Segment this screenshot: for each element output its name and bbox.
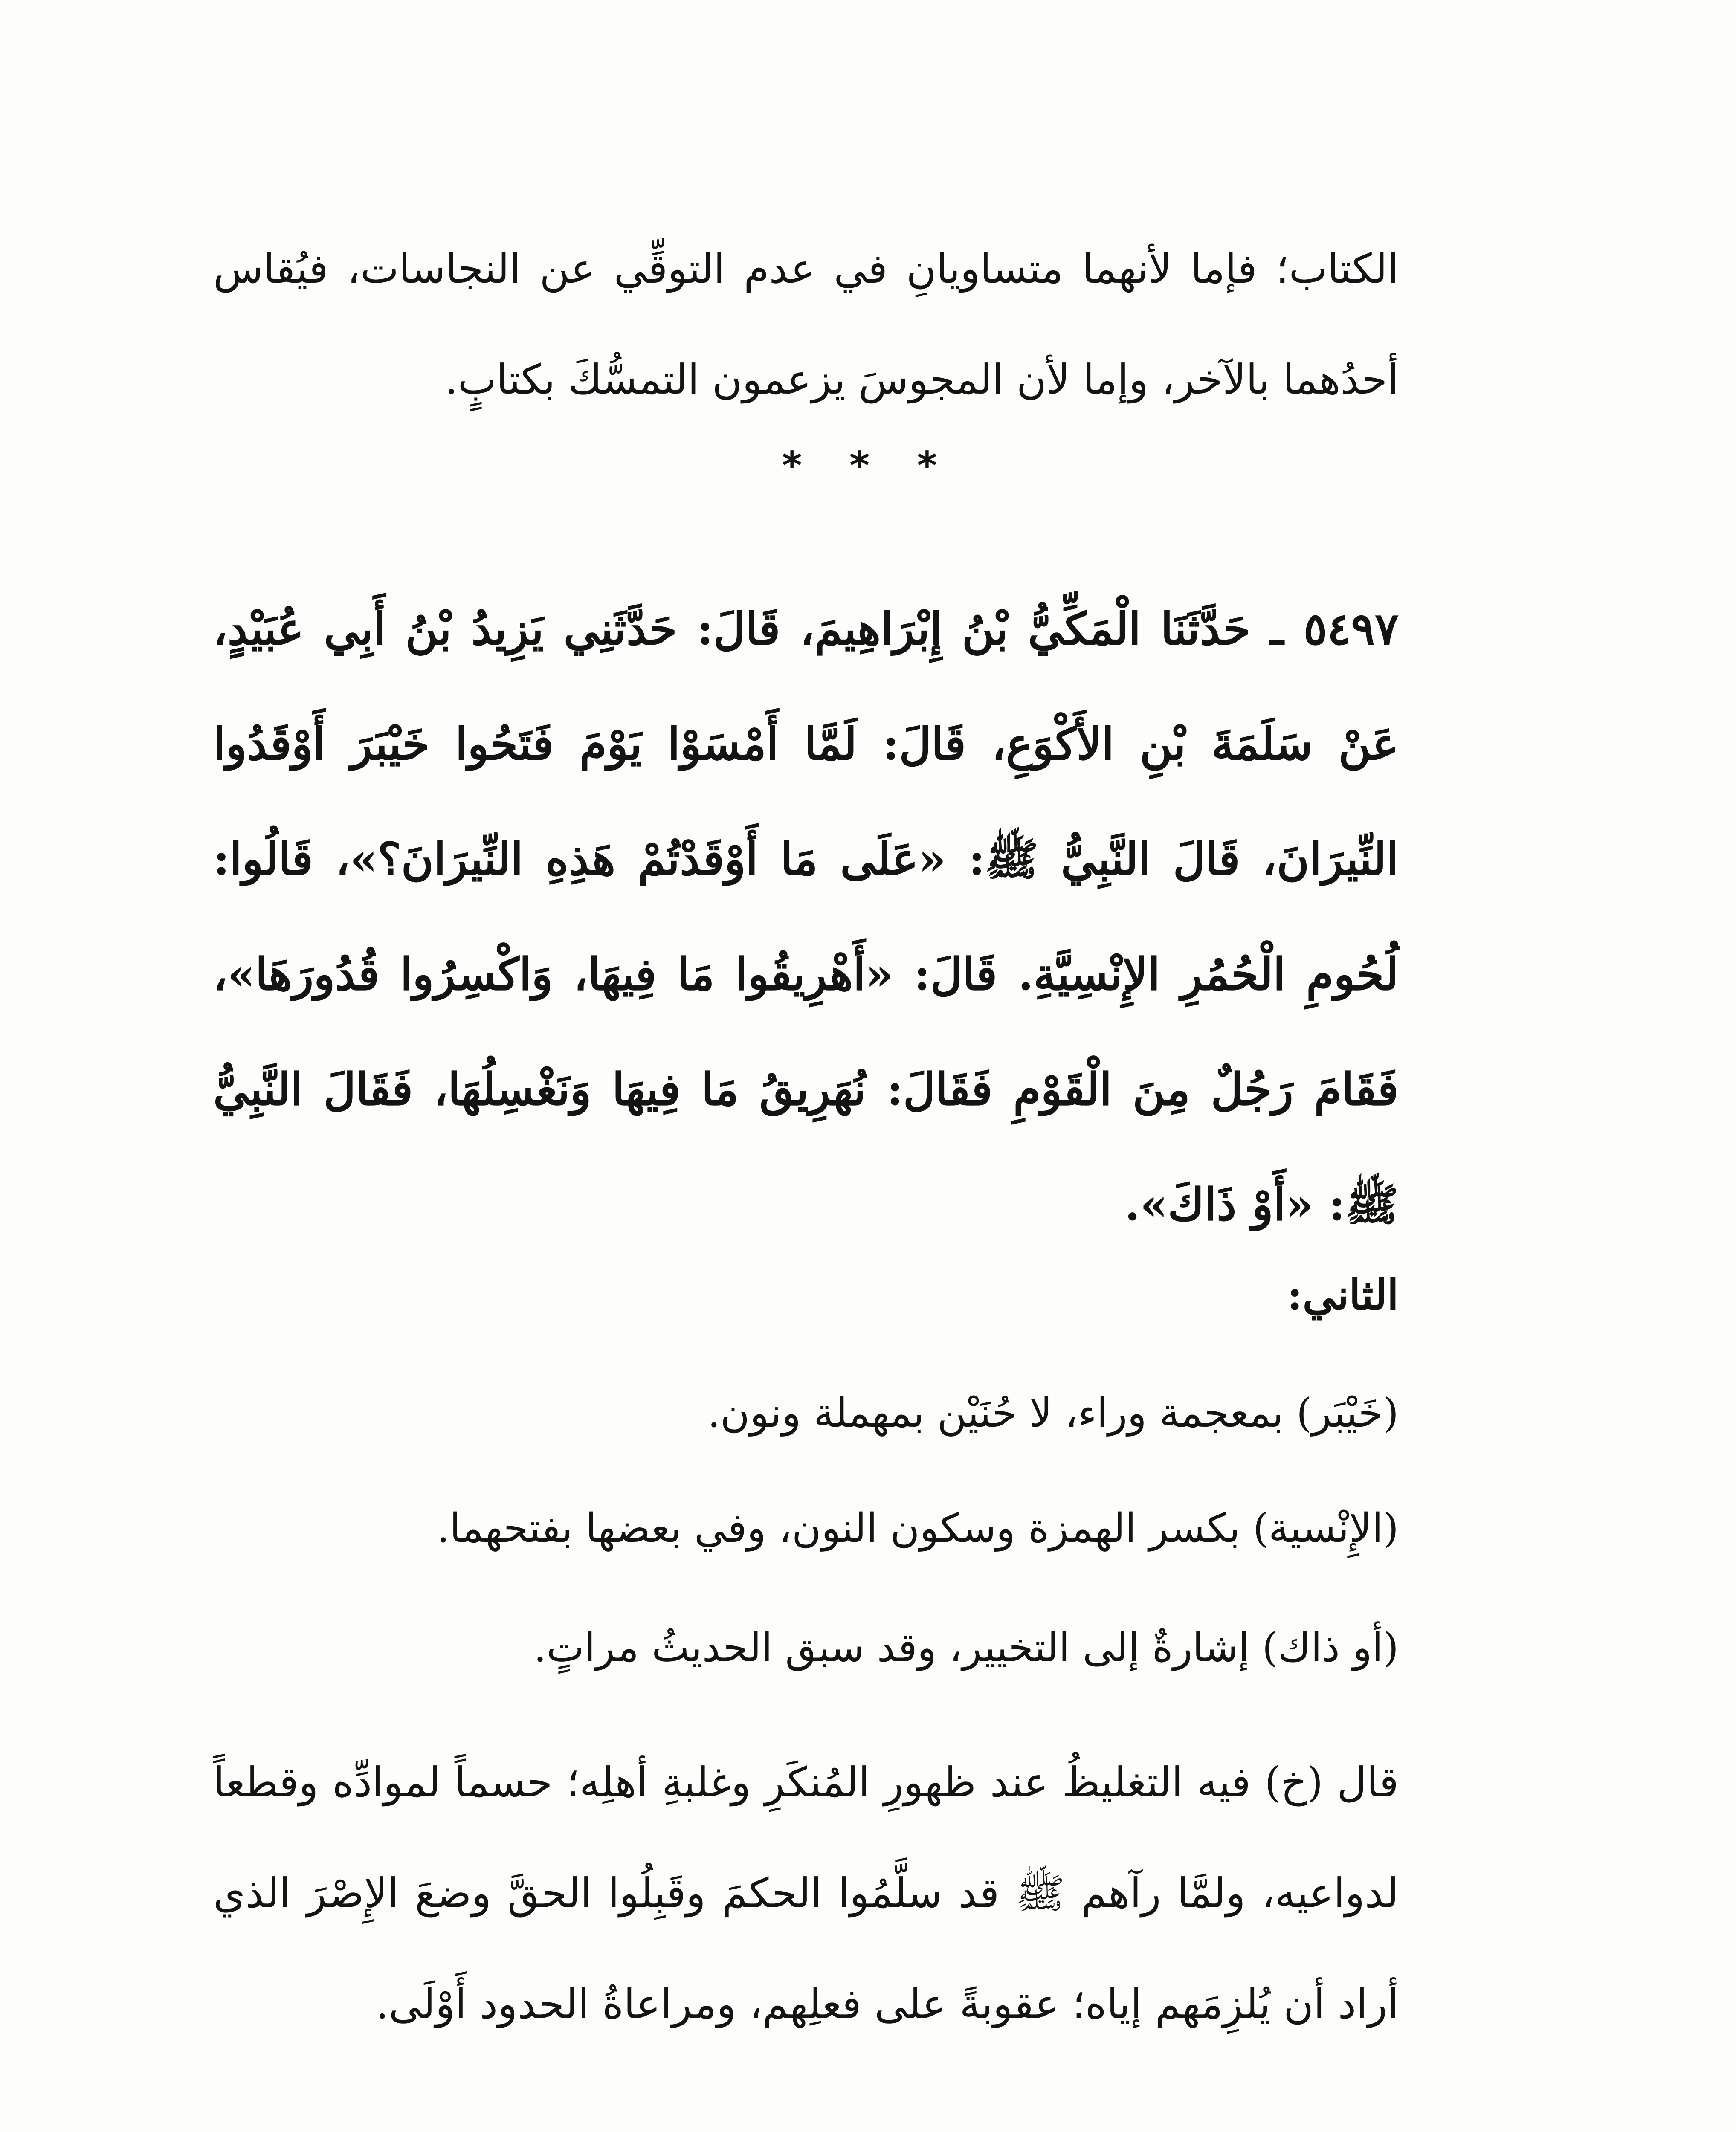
hadith-paragraph bbox=[213, 571, 1399, 1262]
hadith-text: ـ حَدَّثَنَا الْمَكِّيُّ بْنُ إِبْرَاهِيمَ، قَالَ: حَدَّثَنِي يَزِيدُ بْنُ أَبِي عُبَيْدٍ، عَنْ سَلَمَةَ بْنِ الأَكْوَعِ، قَالَ: لَمَّا أَمْسَوْا يَوْمَ فَتَحُوا خَيْبَرَ أَوْقَدُوا النِّيرَانَ، قَالَ النَّبِيُّ ﷺ: «عَلَى مَا أَوْقَدْتُمْ هَذِهِ النِّيرَانَ؟»، قَالُوا: لُحُومِ الْحُمُرِ الإِنْسِيَّةِ. قَالَ: «أَهْرِيقُوا مَا فِيهَا، وَاكْسِرُوا قُدُورَهَا»، فَقَامَ رَجُلٌ مِنَ الْقَوْمِ فَقَالَ: نُهَرِيقُ مَا فِيهَا وَنَغْسِلُهَا، فَقَالَ النَّبِيُّ ﷺ: «أَوْ ذَاكَ». bbox=[213, 603, 1399, 1231]
note-insiyya: (الإِنْسية) بكسر الهمزة وسكون النون، وفي بعضها بفتحهما. bbox=[437, 1505, 1399, 1552]
section-divider-top: * * * bbox=[782, 443, 954, 488]
commentary-paragraph: قال (خ) فيه التغليظُ عند ظهورِ المُنكَرِ وغلبةِ أهلِه؛ حسماً لموادِّه وقطعاً لدواعيه، ولمَّا رآهم ﷺ قد سلَّمُوا الحكمَ وقَبِلُوا الحقَّ وضعَ الإِصْرَ الذي أراد أن يُلزِمَهم إياه؛ عقوبةً على فعلِهم، ومراعاةُ الحدود أَوْلَى. bbox=[213, 1758, 1399, 2028]
note-khaybar: (خَيْبَر) بمعجمة وراء، لا حُنَيْن بمهملة ونون. bbox=[707, 1390, 1399, 1437]
section-title: الثاني: bbox=[1287, 1271, 1399, 1320]
hadith-number: ٥٤٩٧ bbox=[1303, 603, 1399, 655]
note-aw-dhak: (أو ذاك) إشارةٌ إلى التخيير، وقد سبق الحديثُ مراتٍ. bbox=[533, 1625, 1399, 1671]
intro-paragraph: الكتاب؛ فإما لأنهما متساويانِ في عدم التوقِّي عن النجاسات، فيُقاس أحدُهما بالآخر، وإما لأن المجوسَ يزعمون التمسُّكَ بكتابٍ. bbox=[213, 245, 1399, 403]
